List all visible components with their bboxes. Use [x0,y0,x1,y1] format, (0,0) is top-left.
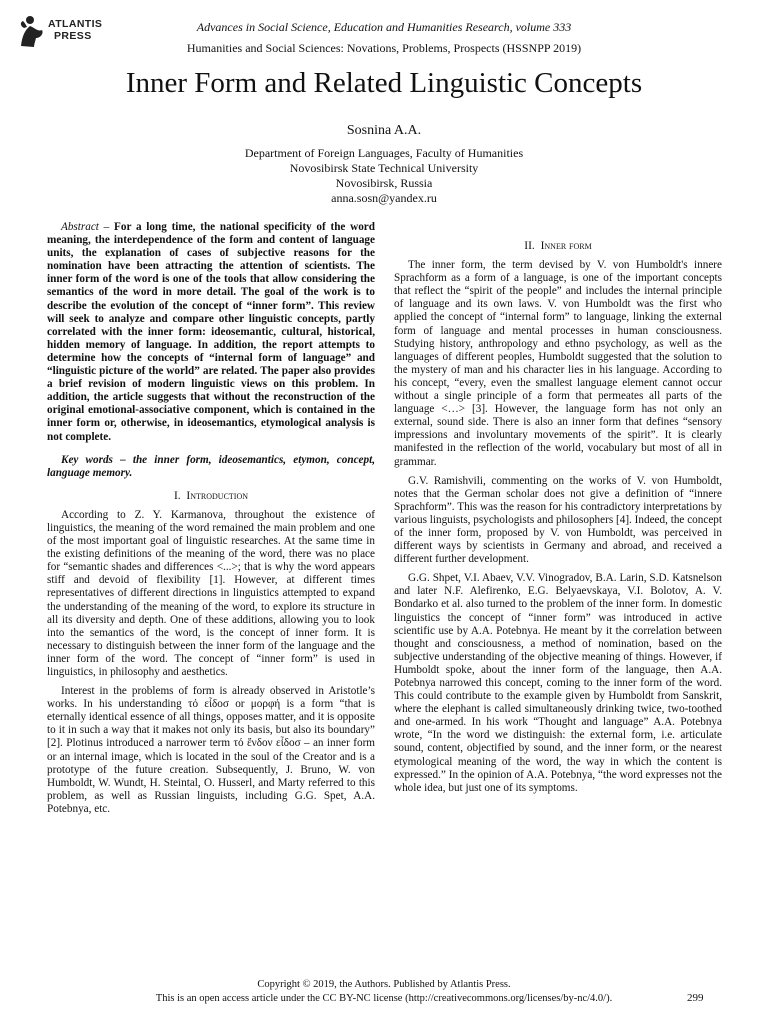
abstract [47,221,375,444]
section-heading-introduction: I. Introduction [173,489,249,502]
page-footer [0,978,768,1006]
conference-header: Humanities and Social Sciences: Novations, Problems, Prospects (HSSNPP 2019) [186,41,582,55]
affiliation-city: Novosibirsk, Russia [335,176,433,190]
license-notice: This is an open access article under the CC BY-NC license (http://creativecommons.org/licenses/by-nc/4.0/). [155,993,613,1004]
section-heading-inner-form: II. Inner form [524,240,592,252]
keywords-lead: Key words – [61,453,126,466]
abstract-lead: Abstract – [61,221,110,233]
page-number: 299 [687,992,704,1004]
right-column [394,234,722,801]
inner-form-paragraph-1: The inner form, the term devised by V. von Humboldt's innere Sprachform as a form of a language, is one of the important concepts that reflect the “spirit of the people” and includes the internal principle of language and its own laws. V. von Humboldt was the first who applied the concept of “internal form” to language, linking the external form of language and mental processes in human consciousness. Studying history, anthropology and ethno psychology, as well as the languages of different peoples, Humboldt suggested that the solution to the mystery of man and his character lies in his language. According to his concept, “every, even the smallest language element cannot occur without a single principle of a form that permeates all parts of the language <…> [3]. However, the language form has not only an external, sound side. There is also an inner form that defines “sensory impressions and involuntary movements of the spirit”. It is clearly manifested in the reflection of the world, vocabulary but most of all in grammar. [394,259,722,468]
inner-form-paragraph-2: G.V. Ramishvili, commenting on the works of V. von Humboldt, notes that the German scholar does not give a definition of “innere Sprachform”. This was the reason for his contradictory interpretations by various linguists, psychologists and philosophers [4]. Indeed, the concept of the inner form, proposed by V. von Humboldt, was perceived in different ways by scientists in Germany and abroad, and received a different further development. [394,474,722,566]
affiliation-university: Novosibirsk State Technical University [289,161,479,175]
affiliation [0,146,768,206]
affiliation-department: Department of Foreign Languages, Faculty of Humanities [244,146,524,160]
left-column [47,221,375,822]
paper-author: Sosnina A.A. [346,123,422,138]
intro-paragraph-2: Interest in the problems of form is already observed in Aristotle’s works. In his understanding τό εἶδοσ or μορφή is a form “that is eternally identical essence of all things, opposes matter, and it is opposite to it in such a way that it makes not only its basis, but also its boundary” [2]. Plotinus introduced a narrower term τό ἔνδον εἶδοσ – an inner form or an internal image, which is located in the soul of the Creator and is a prototype of the future creation. Subsequently, J. Bruno, W. von Humboldt, W. Wundt, H. Steintal, O. Husserl, and Marty referred to this problem, as well as Russian linguists, including G.G. Spet, A.A. Potebnya, etc. [47,685,375,815]
abstract-text: For a long time, the national specificity of the word meaning, the interdependence of the form and content of language units, the explanation of cases of subjective reasons for the nomination have been attracting the attention of scientists. The inner form of the word is one of the tools that allow considering the semantics of the word in more detail. The goal of the work is to describe the evolution of the concept of “inner form”. This review will seek to analyze and compare other linguistic concepts, partly correlated with the inner form: ideosemantic, cultural, historical, hidden memory of language. In addition, the report attempts to determine how the concepts of “internal form of language” and “linguistic picture of the world” are related. The paper also provides a brief revision of modern linguistic views on this problem. In addition, the article suggests that without the reconstruction of the original emotional-associative component, which is contained in the inner form or, otherwise, in ideosemantics, etymological analysis is not complete. [47,221,375,443]
keywords-text: the inner form, ideosemantics, etymon, concept, language memory. [47,453,375,479]
intro-paragraph-1: According to Z. Y. Karmanova, throughout the existence of linguistics, the meaning of the word remained the main problem and one of the most important goal of linguistic researches. At the same time in the existing definitions of the meaning of the word, there was no place for “semantic shades and differences <...>; that is why the word appears stiff and devoid of flexibility [1]. However, at different times representatives of different directions in linguistics attempted to expand the understanding of the meaning of the word, to explore its structure in all its diversity and depth. One of these additions, allowing you to look into the semantics of the word, is the concept of inner form. It is necessary to distinguish between the inner form of the language and the inner form of the word. The concept of “inner form” is used in linguistics, in philosophy and aesthetics. [47,508,375,678]
inner-form-paragraph-3: G.G. Shpet, V.I. Abaev, V.V. Vinogradov, B.A. Larin, S.D. Katsnelson and later N.F. Alefirenko, E.G. Belyaevskaya, V.I. Bolotov, A. V. Bondarko et al. also turned to the problem of the inner form. In domestic linguistics the concept of “inner form” was introduced in active scientific use by A.A. Potebnya. He meant by it the correlation between thought and consciousness, a method of nomination, based on the subjective understanding of the objective meaning of things. However, if Humboldt spoke, about the inner form of the language, then A.A. Potebnya narrowed this concept, coming to the inner form of the word. This could contribute to the example given by Humboldt from Sanskrit, where the elephant is called simultaneously drinking twice, two-toothed and one-armed. In his work “Thought and language” A.A. Potebnya wrote, “In the word we distinguish: the external form, i.e. articulate sound, content, objectified by sound, and the inner form, or the nearest etymological meaning of the word, the way in which the content is expressed.” In the opinion of A.A. Potebnya, “the word expresses not the whole idea, but just one of its symptoms. [394,572,722,794]
publisher-name-line1: ATLANTIS [48,18,103,30]
keywords [47,454,375,480]
series-header: Advances in Social Science, Education and Humanities Research, volume 333 [196,20,572,34]
affiliation-email: anna.sosn@yandex.ru [331,191,437,205]
copyright-notice: Copyright © 2019, the Authors. Published by Atlantis Press. [257,979,511,990]
publisher-name-line2: PRESS [54,30,92,42]
paper-title: Inner Form and Related Linguistic Concepts [125,67,643,99]
